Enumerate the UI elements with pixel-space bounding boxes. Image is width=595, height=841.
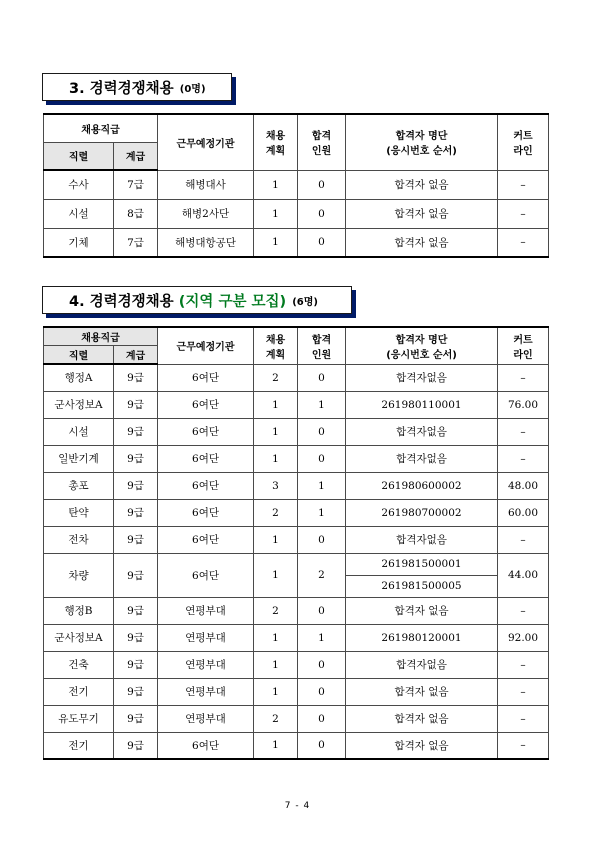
table-row — [44, 678, 549, 705]
cell-pass: 1 — [298, 624, 346, 651]
cell-list: 261981500001 — [346, 553, 498, 575]
cell-job-type: 전기 — [44, 678, 114, 705]
cell-job-type: 기체 — [44, 228, 114, 257]
table-row — [44, 391, 549, 418]
cell-cutline: 44.00 — [498, 553, 549, 597]
cell-grade: 9급 — [114, 597, 158, 624]
cell-cutline: 60.00 — [498, 499, 549, 526]
cell-job-type: 시설 — [44, 199, 114, 228]
cell-cutline: – — [498, 199, 549, 228]
cell-plan: 1 — [254, 391, 298, 418]
header-cutline: 커트 라인 — [498, 327, 549, 364]
cell-pass: 0 — [298, 678, 346, 705]
table-row — [44, 526, 549, 553]
cell-org: 6여단 — [158, 445, 254, 472]
cell-plan: 1 — [254, 732, 298, 759]
header-pass: 합격 인원 — [298, 327, 346, 364]
cell-list: 합격자없음 — [346, 445, 498, 472]
cell-list: 합격자 없음 — [346, 705, 498, 732]
cell-list: 합격자없음 — [346, 526, 498, 553]
cell-org: 6여단 — [158, 364, 254, 391]
cell-job-type: 유도무기 — [44, 705, 114, 732]
section-4-title-text: 4. 경력경쟁채용 — [69, 293, 174, 310]
cell-grade: 9급 — [114, 391, 158, 418]
header-grade: 계급 — [114, 142, 158, 170]
cell-list: 합격자 없음 — [346, 732, 498, 759]
cell-plan: 1 — [254, 651, 298, 678]
cell-org: 6여단 — [158, 553, 254, 597]
header-job-type: 직렬 — [44, 345, 114, 364]
header-job-group: 채용직급 — [44, 327, 158, 345]
cell-org: 해병대사 — [158, 170, 254, 199]
cell-job-type: 차량 — [44, 553, 114, 597]
cell-cutline: 76.00 — [498, 391, 549, 418]
cell-pass: 0 — [298, 526, 346, 553]
cell-list: 합격자 없음 — [346, 597, 498, 624]
cell-list: 합격자없음 — [346, 364, 498, 391]
cell-org: 6여단 — [158, 391, 254, 418]
cell-plan: 1 — [254, 624, 298, 651]
cell-cutline: – — [498, 597, 549, 624]
cell-list: 261980110001 — [346, 391, 498, 418]
cell-grade: 9급 — [114, 732, 158, 759]
cell-list: 합격자 없음 — [346, 228, 498, 257]
cell-plan: 1 — [254, 228, 298, 257]
cell-plan: 3 — [254, 472, 298, 499]
cell-org: 해병2사단 — [158, 199, 254, 228]
cell-list: 합격자없음 — [346, 418, 498, 445]
cell-pass: 1 — [298, 499, 346, 526]
cell-list: 합격자 없음 — [346, 678, 498, 705]
cell-plan: 1 — [254, 418, 298, 445]
cell-pass: 0 — [298, 651, 346, 678]
page-number: 7 - 4 — [284, 801, 311, 811]
table-row — [44, 418, 549, 445]
cell-job-type: 행정B — [44, 597, 114, 624]
cell-job-type: 수사 — [44, 170, 114, 199]
cell-job-type: 탄약 — [44, 499, 114, 526]
cell-cutline: – — [498, 228, 549, 257]
cell-plan: 2 — [254, 364, 298, 391]
cell-cutline: – — [498, 678, 549, 705]
cell-list: 합격자없음 — [346, 651, 498, 678]
header-cutline: 커트 라인 — [498, 114, 549, 170]
table-row — [44, 170, 549, 199]
cell-org: 6여단 — [158, 418, 254, 445]
header-org: 근무예정기관 — [158, 114, 254, 170]
cell-grade: 9급 — [114, 624, 158, 651]
cell-grade: 9급 — [114, 364, 158, 391]
table-row — [44, 732, 549, 759]
header-job-type: 직렬 — [44, 142, 114, 170]
cell-cutline: – — [498, 526, 549, 553]
cell-org: 6여단 — [158, 472, 254, 499]
section-3-title — [42, 73, 232, 101]
cell-pass: 0 — [298, 364, 346, 391]
cell-plan: 2 — [254, 499, 298, 526]
cell-job-type: 군사정보A — [44, 391, 114, 418]
cell-plan: 2 — [254, 705, 298, 732]
cell-pass: 1 — [298, 472, 346, 499]
cell-plan: 1 — [254, 170, 298, 199]
cell-pass: 2 — [298, 553, 346, 597]
cell-grade: 7급 — [114, 170, 158, 199]
section-4-count: (6명) — [292, 296, 318, 308]
table-row — [44, 624, 549, 651]
cell-plan: 2 — [254, 597, 298, 624]
cell-pass: 0 — [298, 732, 346, 759]
cell-org: 연평부대 — [158, 624, 254, 651]
cell-cutline: – — [498, 170, 549, 199]
cell-cutline: – — [498, 364, 549, 391]
cell-grade: 9급 — [114, 499, 158, 526]
cell-grade: 9급 — [114, 472, 158, 499]
cell-list: 합격자 없음 — [346, 170, 498, 199]
cell-job-type: 전차 — [44, 526, 114, 553]
header-grade: 계급 — [114, 345, 158, 364]
cell-list: 261981500005 — [346, 575, 498, 597]
cell-pass: 0 — [298, 170, 346, 199]
cell-grade: 7급 — [114, 228, 158, 257]
cell-org: 해병대항공단 — [158, 228, 254, 257]
cell-cutline: 48.00 — [498, 472, 549, 499]
cell-job-type: 군사정보A — [44, 624, 114, 651]
cell-pass: 0 — [298, 445, 346, 472]
cell-org: 연평부대 — [158, 597, 254, 624]
table-row — [44, 228, 549, 257]
cell-plan: 1 — [254, 445, 298, 472]
table-row — [44, 553, 549, 575]
cell-job-type: 일반기계 — [44, 445, 114, 472]
cell-plan: 1 — [254, 199, 298, 228]
table-row — [44, 199, 549, 228]
cell-pass: 0 — [298, 705, 346, 732]
cell-grade: 9급 — [114, 678, 158, 705]
cell-plan: 1 — [254, 553, 298, 597]
cell-org: 6여단 — [158, 526, 254, 553]
cell-plan: 1 — [254, 678, 298, 705]
cell-org: 6여단 — [158, 732, 254, 759]
cell-job-type: 행정A — [44, 364, 114, 391]
table-row — [44, 597, 549, 624]
cell-job-type: 전기 — [44, 732, 114, 759]
cell-grade: 9급 — [114, 651, 158, 678]
section-3-title-text: 3. 경력경쟁채용 — [69, 80, 174, 97]
cell-org: 연평부대 — [158, 678, 254, 705]
cell-list: 261980600002 — [346, 472, 498, 499]
cell-cutline: – — [498, 732, 549, 759]
cell-pass: 0 — [298, 228, 346, 257]
cell-list: 261980700002 — [346, 499, 498, 526]
section-4-title — [42, 286, 352, 314]
cell-org: 연평부대 — [158, 705, 254, 732]
table-row — [44, 472, 549, 499]
cell-pass: 0 — [298, 199, 346, 228]
cell-grade: 9급 — [114, 526, 158, 553]
cell-grade: 9급 — [114, 445, 158, 472]
table-row — [44, 445, 549, 472]
table-row — [44, 499, 549, 526]
cell-grade: 9급 — [114, 705, 158, 732]
header-list: 합격자 명단 (응시번호 순서) — [346, 327, 498, 364]
table-row — [44, 364, 549, 391]
cell-job-type: 총포 — [44, 472, 114, 499]
table-row — [44, 705, 549, 732]
cell-job-type: 시설 — [44, 418, 114, 445]
cell-pass: 0 — [298, 597, 346, 624]
cell-list: 261980120001 — [346, 624, 498, 651]
header-pass: 합격 인원 — [298, 114, 346, 170]
header-plan: 채용 계획 — [254, 114, 298, 170]
cell-cutline: 92.00 — [498, 624, 549, 651]
cell-pass: 0 — [298, 418, 346, 445]
table-row — [44, 651, 549, 678]
cell-job-type: 건축 — [44, 651, 114, 678]
section-3-count: (0명) — [179, 83, 206, 95]
cell-cutline: – — [498, 651, 549, 678]
cell-cutline: – — [498, 418, 549, 445]
cell-grade: 8급 — [114, 199, 158, 228]
header-org: 근무예정기관 — [158, 327, 254, 364]
cell-cutline: – — [498, 705, 549, 732]
section-3-table — [43, 113, 549, 258]
cell-grade: 9급 — [114, 418, 158, 445]
section-4-subtitle: (지역 구분 모집) — [178, 293, 287, 310]
cell-org: 연평부대 — [158, 651, 254, 678]
header-list: 합격자 명단 (응시번호 순서) — [346, 114, 498, 170]
header-plan: 채용 계획 — [254, 327, 298, 364]
cell-org: 6여단 — [158, 499, 254, 526]
cell-list: 합격자 없음 — [346, 199, 498, 228]
header-job-group: 채용직급 — [44, 114, 158, 142]
cell-plan: 1 — [254, 526, 298, 553]
section-4-table — [43, 326, 549, 760]
cell-cutline: – — [498, 445, 549, 472]
cell-pass: 1 — [298, 391, 346, 418]
cell-grade: 9급 — [114, 553, 158, 597]
